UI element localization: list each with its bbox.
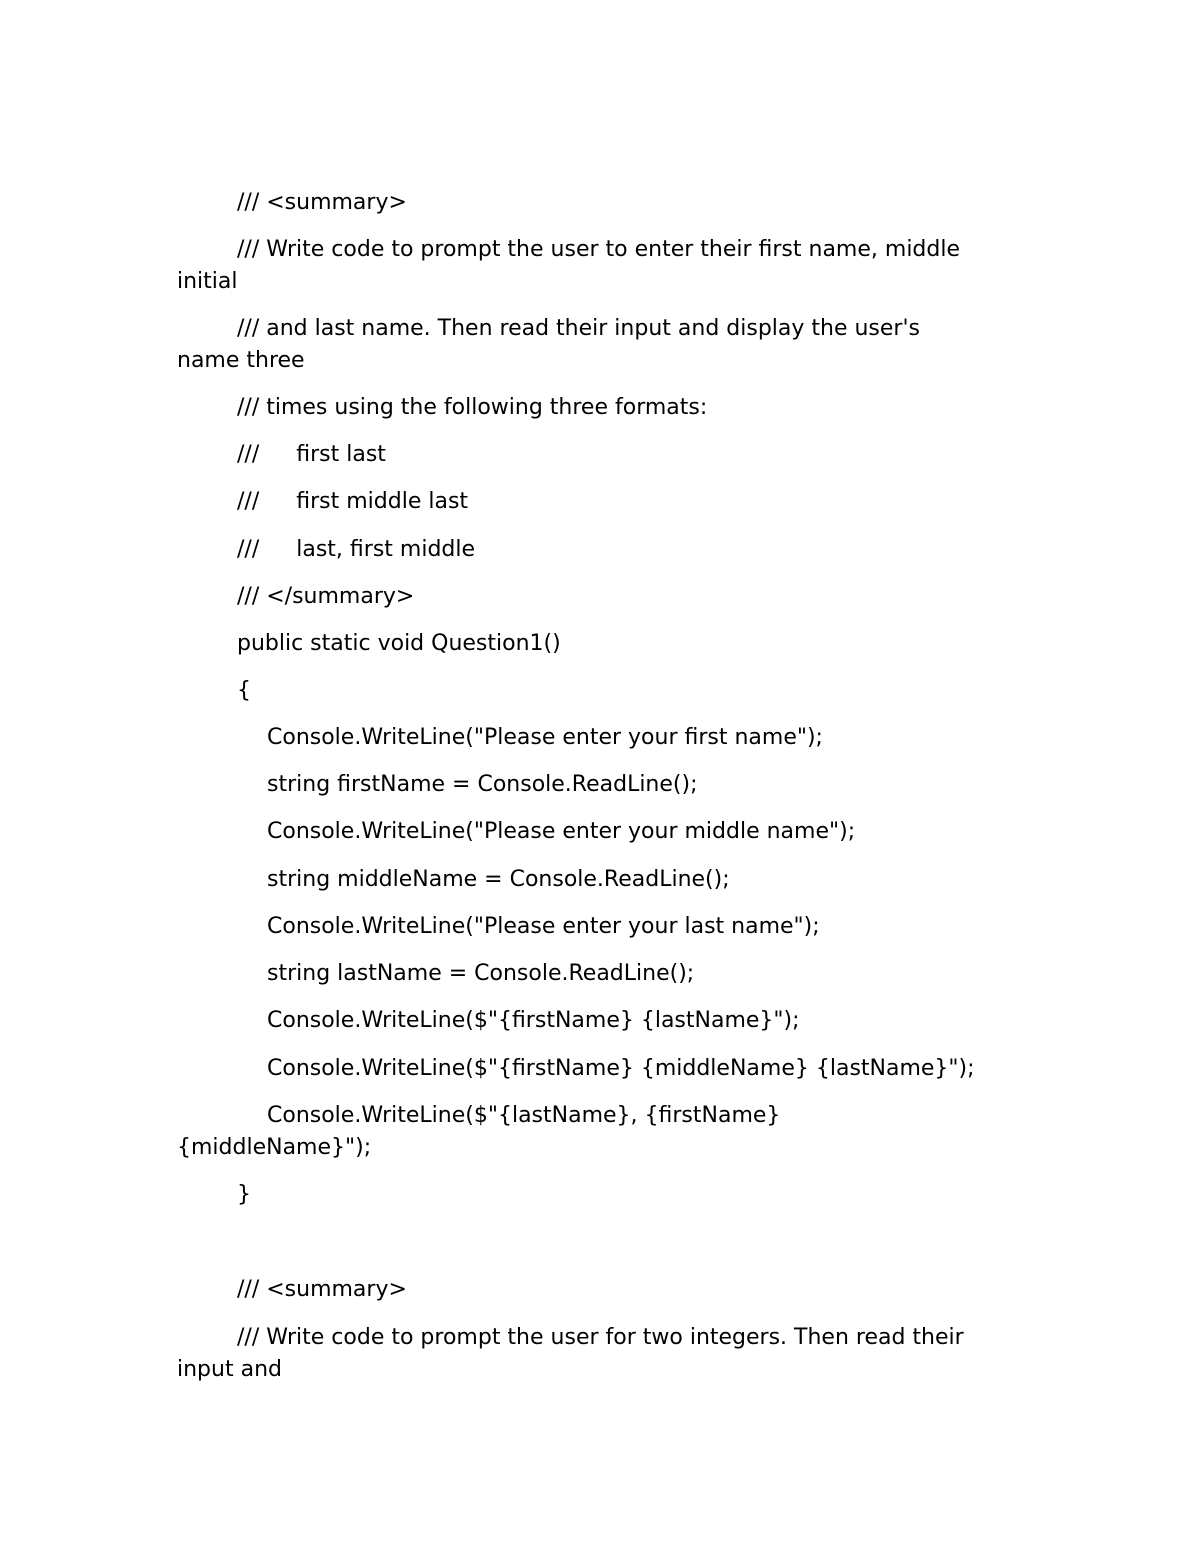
code-line: string lastName = Console.ReadLine(); xyxy=(267,961,695,986)
code-line: Console.WriteLine("Please enter your first name"); xyxy=(267,725,823,750)
code-line-wrap: {middleName}"); xyxy=(177,1135,372,1160)
code-line: Console.WriteLine("Please enter your middle name"); xyxy=(267,819,856,844)
comment-prefix: /// xyxy=(237,489,260,514)
format-line xyxy=(0,534,1200,566)
summary-open-tag: /// <summary> xyxy=(237,1277,407,1302)
comment-line: /// Write code to prompt the user for two integers. Then read their xyxy=(237,1325,964,1350)
brace-close: } xyxy=(237,1182,251,1207)
format-text: first last xyxy=(296,442,386,467)
format-line xyxy=(0,439,1200,471)
comment-line: /// times using the following three formats: xyxy=(237,395,708,420)
comment-prefix: /// xyxy=(237,442,260,467)
comment-line-wrap: input and xyxy=(177,1357,282,1382)
method-signature: public static void Question1() xyxy=(237,631,561,656)
format-text: last, first middle xyxy=(296,537,476,562)
format-line xyxy=(0,486,1200,518)
brace-open: { xyxy=(237,678,251,703)
summary-open-tag: /// <summary> xyxy=(237,190,407,215)
format-text: first middle last xyxy=(296,489,469,514)
comment-line-wrap: initial xyxy=(177,269,238,294)
comment-line: /// and last name. Then read their input and display the user's xyxy=(237,316,920,341)
code-line: Console.WriteLine($"{lastName}, {firstName} xyxy=(267,1103,781,1128)
code-line: Console.WriteLine("Please enter your last name"); xyxy=(267,914,820,939)
code-line: string middleName = Console.ReadLine(); xyxy=(267,867,730,892)
code-line: string firstName = Console.ReadLine(); xyxy=(267,772,698,797)
comment-line: /// Write code to prompt the user to enter their first name, middle xyxy=(237,237,961,262)
code-line: Console.WriteLine($"{firstName} {middleName} {lastName}"); xyxy=(267,1056,975,1081)
comment-line-wrap: name three xyxy=(177,348,305,373)
comment-prefix: /// xyxy=(237,537,260,562)
code-line: Console.WriteLine($"{firstName} {lastName}"); xyxy=(267,1008,800,1033)
summary-close-tag: /// </summary> xyxy=(237,584,415,609)
